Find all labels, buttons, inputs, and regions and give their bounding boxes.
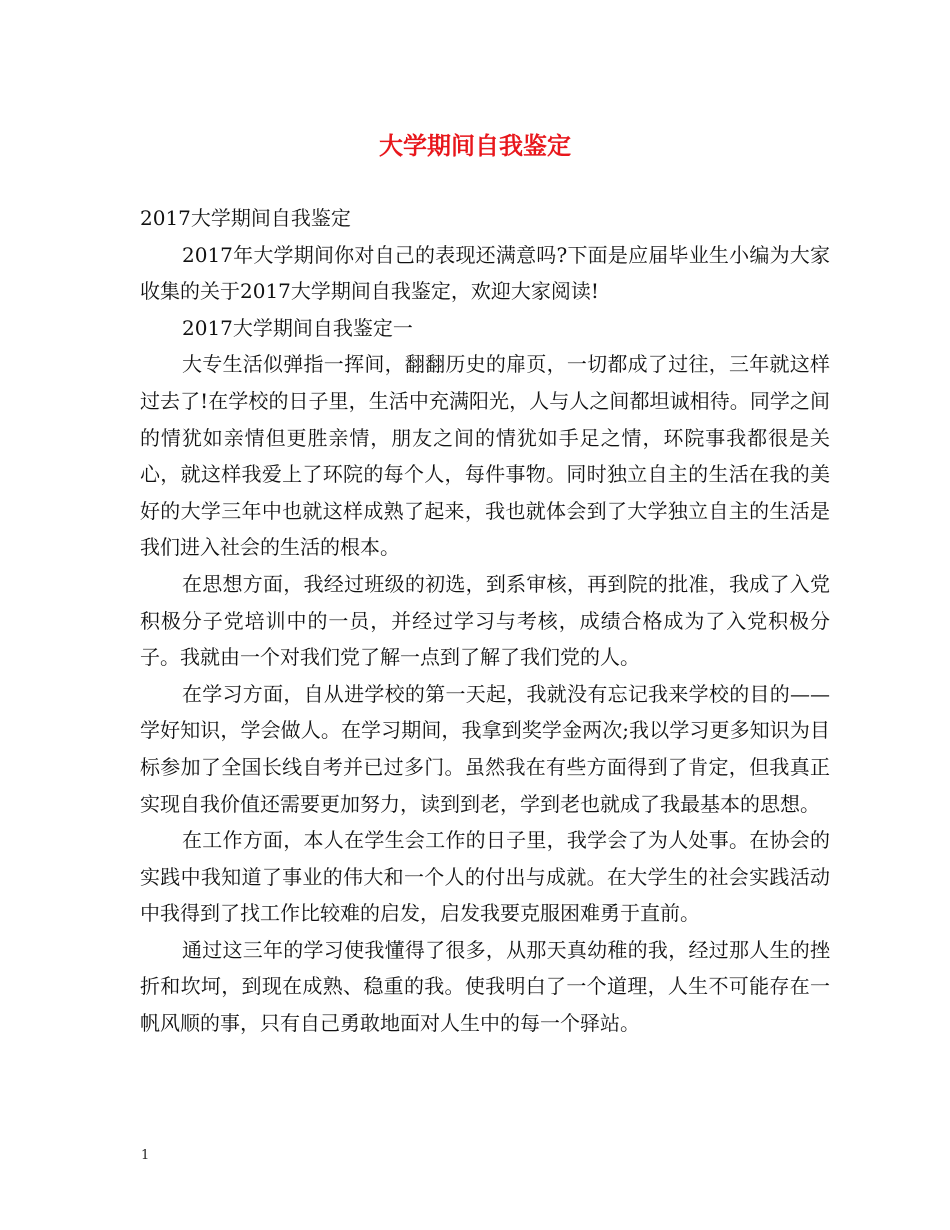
document-body bbox=[140, 200, 830, 1042]
body-paragraph: 2017大学期间自我鉴定一 bbox=[182, 315, 413, 340]
body-paragraph: 在工作方面，本人在学生会工作的日子里，我学会了为人处事。在协会的实践中我知道了事业的伟大和一个人的付出与成就。在大学生的社会实践活动中我得到了找工作比较难的启发，启发我要克服困难勇于直前。 bbox=[140, 828, 830, 926]
page-number: 1 bbox=[141, 1148, 150, 1163]
document-title: 大学期间自我鉴定 bbox=[379, 131, 571, 160]
body-paragraph: 通过这三年的学习使我懂得了很多，从那天真幼稚的我，经过那人生的挫折和坎坷，到现在成熟、稳重的我。使我明白了一个道理，人生不可能存在一帆风顺的事，只有自己勇敢地面对人生中的每一个驿站。 bbox=[140, 937, 830, 1036]
body-paragraph: 在学习方面，自从进学校的第一天起，我就没有忘记我来学校的目的——学好知识，学会做人。在学习期间，我拿到奖学金两次;我以学习更多知识为目标参加了全国长线自考并已过多门。虽然我在有些方面得到了肯定，但我真正实现自我价值还需要更加努力，读到到老，学到老也就成了我最基本的思想。 bbox=[140, 681, 830, 816]
body-paragraph: 2017大学期间自我鉴定 bbox=[140, 206, 351, 230]
body-paragraph: 在思想方面，我经过班级的初选，到系审核，再到院的批准，我成了入党积极分子党培训中的一员，并经过学习与考核，成绩合格成为了入党积极分子。我就由一个对我们党了解一点到了解了我们党的人。 bbox=[140, 571, 830, 670]
body-paragraph: 大专生活似弹指一挥间，翻翻历史的扉页，一切都成了过往，三年就这样过去了!在学校的日子里，生活中充满阳光，人与人之间都坦诚相待。同学之间的情犹如亲情但更胜亲情，朋友之间的情犹如手足之情，环院事我都很是关心，就这样我爱上了环院的每个人，每件事物。同时独立自主的生活在我的美好的大学三年中也就这样成熟了起来，我也就体会到了大学独立自主的生活是我们进入社会的生活的根本。 bbox=[140, 352, 830, 560]
body-paragraph: 2017年大学期间你对自己的表现还满意吗?下面是应届毕业生小编为大家收集的关于2017大学期间自我鉴定，欢迎大家阅读! bbox=[140, 242, 830, 304]
